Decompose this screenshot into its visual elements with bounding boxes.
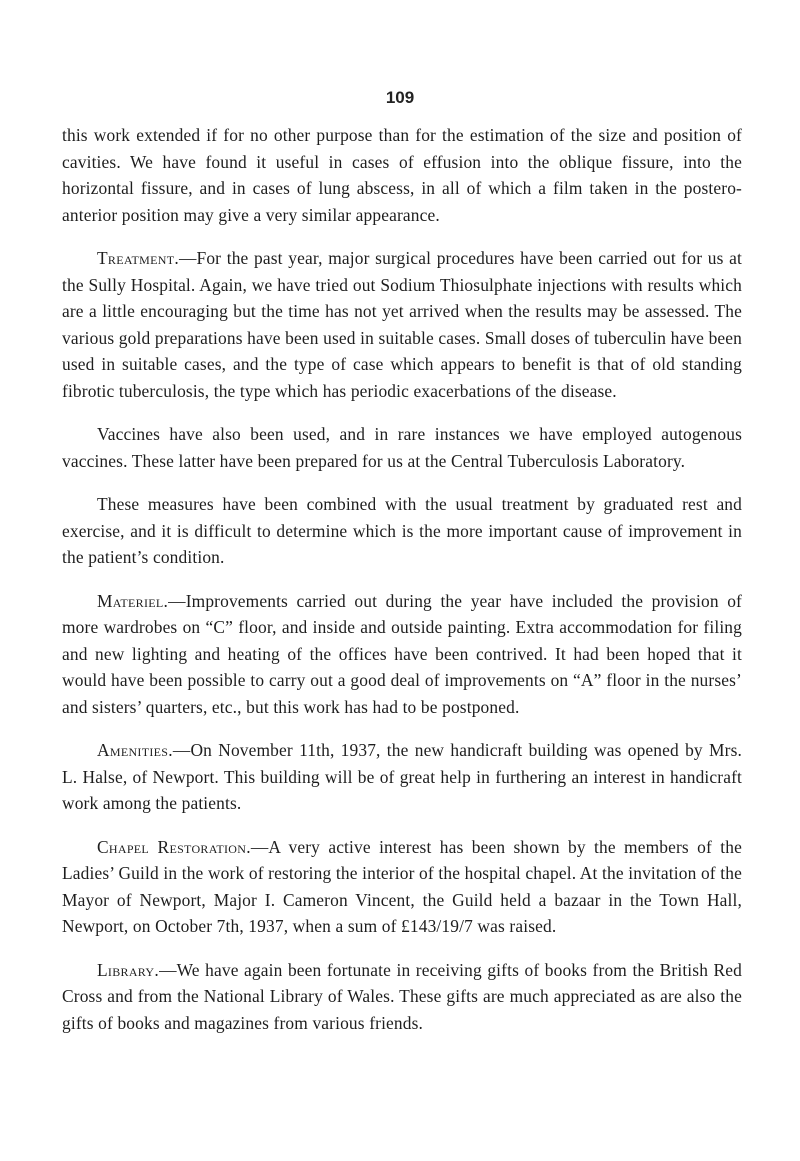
paragraph-library — [62, 957, 742, 1037]
paragraph-text: —A very active interest has been shown by the members of the Ladies’ Guild in the work of restoring the interior of the hospital chapel. At the invitation of the Mayor of Newport, Major I. Cameron Vincent, the Guild held a bazaar in the Town Hall, Newport, on October 7th, 1937, when a sum of £143/19/7 was raised. — [62, 836, 742, 936]
paragraph-cavities — [62, 122, 742, 228]
paragraph-text: —For the past year, major surgical procedures have been carried out for us at the Sully Hospital. Again, we have tried out Sodium Thiosulphate injections with results which are a little encouraging but the time has not yet arrived when the results may be assessed. The various gold preparations have been used in suitable cases. Small doses of tuberculin have been used in suitable cases, and the type of case which appears to benefit is that of old standing fibrotic tuberculosis, the type which has periodic exacerbations of the disease. — [62, 248, 742, 401]
paragraph-treatment — [62, 245, 742, 404]
section-heading-library: Library. — [97, 959, 160, 980]
section-heading-amenities: Amenities. — [97, 740, 173, 760]
paragraph-measures — [62, 491, 742, 571]
paragraph-text: Vaccines have also been used, and in rare instances we have employed autogenous vaccines. These latter have been prepared for us at the Central Tuberculosis Laboratory. — [62, 424, 742, 471]
paragraph-materiel — [62, 588, 742, 721]
paragraph-amenities — [62, 737, 742, 817]
paragraph-text: —On November 11th, 1937, the new handicraft building was opened by Mrs. L. Halse, of Newport. This building will be of great help in furthering an interest in handicraft work among the patients. — [62, 740, 742, 813]
paragraph-text: —We have again been fortunate in receiving gifts of books from the British Red Cross and from the National Library of Wales. These gifts are much appreciated as are also the gifts of books and magazines from various friends. — [62, 959, 742, 1033]
section-heading-materiel: Materiel. — [97, 590, 169, 611]
section-heading-treatment: Treatment. — [97, 248, 179, 268]
section-heading-chapel-restoration: Chapel Restoration. — [97, 836, 251, 857]
paragraph-text: —Improvements carried out during the year have included the provision of more wardrobes on “C” floor, and inside and outside painting. Extra accommodation for filing and new lighting and heating of the offices have been contrived. It had been hoped that it would have been possible to carry out a good deal of improvements on “A” floor in the nurses’ and sisters’ quarters, etc., but this work has had to be postponed. — [62, 590, 742, 717]
paragraph-text: this work extended if for no other purpose than for the estimation of the size and position of cavities. We have found it useful in cases of effusion into the oblique fissure, into the horizontal fissure, and in cases of lung abscess, in all of which a film taken in the postero-anterior position may give a very similar appearance. — [62, 125, 742, 225]
page-number: 109 — [385, 88, 415, 107]
body-text — [62, 122, 742, 1053]
paragraph-text: These measures have been combined with the usual treatment by graduated rest and exercise, and it is difficult to determine which is the more important cause of improvement in the patient’s condition. — [62, 494, 742, 567]
paragraph-vaccines — [62, 421, 742, 474]
paragraph-chapel-restoration — [62, 834, 742, 940]
